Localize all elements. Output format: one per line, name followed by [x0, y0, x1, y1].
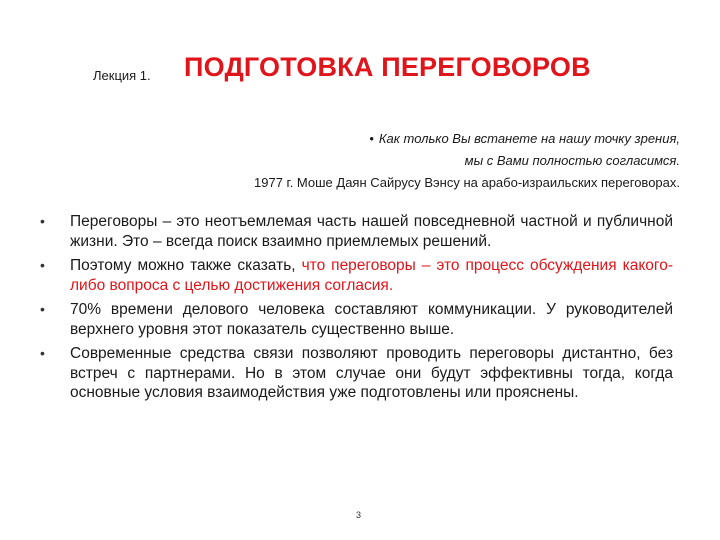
page-number: 3 — [356, 510, 362, 520]
quote-line-1 — [160, 128, 680, 150]
bullet-list — [38, 212, 673, 408]
epigraph-quote — [160, 128, 680, 194]
bullet-text: Переговоры – это неотъемлемая часть нашей повседневной частной и публичной жизни. Это – всегда поиск взаимно приемлемых решений. — [70, 213, 673, 250]
bullet-dot: • — [40, 345, 45, 361]
bullet-dot: • — [40, 301, 45, 317]
quote-bullet: • — [369, 131, 374, 146]
quote-line-1-text: Как только Вы встанете на нашу точку зрения, — [378, 131, 680, 146]
bullet-text: Поэтому можно также сказать, — [70, 257, 302, 274]
bullet-dot: • — [40, 213, 45, 229]
list-item — [38, 300, 673, 339]
list-item — [38, 344, 673, 403]
header — [0, 48, 720, 98]
bullet-dot: • — [40, 257, 45, 273]
lecture-label: Лекция 1. — [93, 68, 151, 83]
list-item — [38, 256, 673, 295]
quote-source: 1977 г. Моше Даян Сайрусу Вэнсу на арабо-израильских переговорах. — [254, 175, 680, 190]
list-item — [38, 212, 673, 251]
quote-line-2: мы с Вами полностью согласимся. — [464, 153, 680, 168]
bullet-text: 70% времени делового человека составляют коммуникации. У руководителей верхнего уровня этот показатель существенно выше. — [70, 301, 673, 338]
bullet-text: Современные средства связи позволяют проводить переговоры дистантно, без встреч с партнерами. Но в этом случае они будут эффективны тогда, когда основные условия взаимодействия уже подготовлены или прояснены. — [70, 345, 673, 401]
bullet-text-highlight: что переговоры – это процесс обсуждения какого-либо вопроса с целью достижения согласия. — [70, 257, 673, 294]
page-title: ПОДГОТОВКА ПЕРЕГОВОРОВ — [184, 52, 591, 82]
